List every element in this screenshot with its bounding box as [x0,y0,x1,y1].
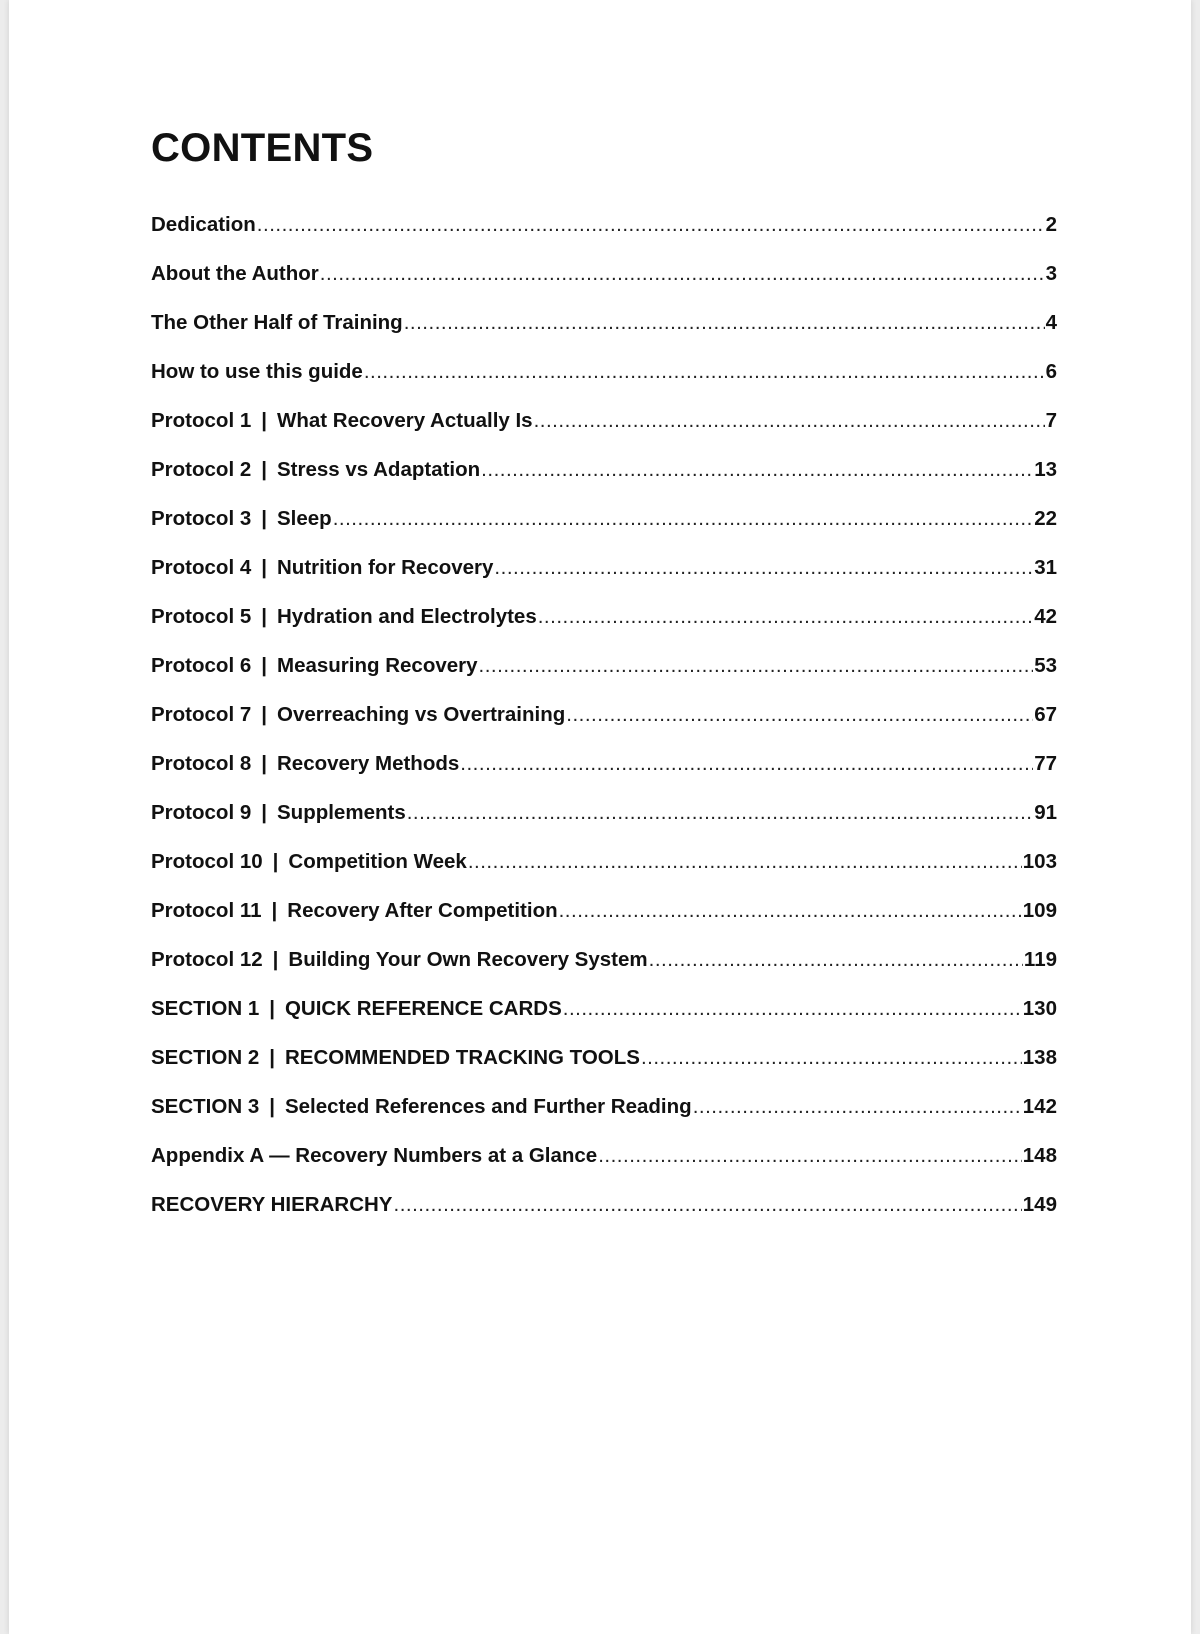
toc-entry-page-number: 109 [1022,899,1057,922]
toc-entry-prefix: Protocol 10 [151,850,263,873]
toc-entry-page-number: 91 [1034,801,1057,824]
toc-entry-page-number: 22 [1034,507,1057,530]
toc-entry-prefix: SECTION 3 [151,1095,260,1118]
toc-entry-title: Recovery After Competition [287,899,558,922]
toc-entry-title: RECOMMENDED TRACKING TOOLS [284,1046,640,1069]
toc-entry-title: QUICK REFERENCE CARDS [284,997,562,1020]
toc-entry-separator: | [269,1046,275,1069]
toc-entry-separator: | [261,801,267,824]
toc-entry-prefix: Protocol 8 [151,752,252,775]
toc-entry-title: Sleep [277,507,332,530]
toc-entry-page-number: 31 [1034,556,1057,579]
toc-dot-leader [407,801,1033,825]
toc-entry-label [151,899,558,923]
toc-entry-prefix: Protocol 12 [151,948,263,971]
toc-entry-page-number: 4 [1045,311,1057,334]
toc-entry[interactable] [151,1046,1057,1095]
toc-dot-leader [333,507,1033,531]
toc-entry-label [151,1144,597,1168]
toc-entry[interactable] [151,850,1057,899]
toc-entry-page-number: 13 [1034,458,1057,481]
toc-entry-prefix: Protocol 6 [151,654,252,677]
toc-entry-label [151,703,565,727]
toc-dot-leader [404,311,1045,335]
toc-entry-separator: | [272,948,279,971]
toc-entry-prefix: Protocol 11 [151,899,262,922]
toc-entry-title: Selected References and Further Reading [284,1095,692,1118]
toc-dot-leader [394,1193,1022,1217]
toc-entry[interactable] [151,1193,1057,1242]
toc-entry-label [151,850,467,874]
toc-entry[interactable] [151,801,1057,850]
toc-entry-title: Competition Week [288,850,467,873]
toc-dot-leader [257,213,1045,237]
toc-entry-label [151,213,256,237]
toc-entry-label [151,311,403,335]
toc-entry[interactable] [151,1144,1057,1193]
toc-entry-separator: | [261,458,267,481]
toc-dot-leader [364,360,1045,384]
toc-entry-prefix: Protocol 3 [151,507,252,530]
toc-dot-leader [559,899,1022,923]
toc-dot-leader [538,605,1033,629]
toc-entry[interactable] [151,997,1057,1046]
toc-entry-page-number: 142 [1022,1095,1057,1118]
toc-entry-label [151,948,648,972]
toc-entry-label [151,360,363,384]
toc-entry-title: The Other Half of Training [151,311,403,334]
toc-entry[interactable] [151,948,1057,997]
toc-entry-label [151,752,459,776]
toc-entry[interactable] [151,605,1057,654]
toc-dot-leader [649,948,1023,972]
toc-entry-page-number: 148 [1022,1144,1057,1167]
toc-entry-title: Supplements [277,801,406,824]
toc-entry-separator: | [271,899,278,922]
toc-entry-separator: | [261,409,267,432]
toc-entry-separator: | [269,997,275,1020]
toc-entry-title: Hydration and Electrolytes [277,605,537,628]
toc-entry-page-number: 67 [1034,703,1057,726]
toc-entry-title: About the Author [151,262,319,285]
toc-entry[interactable] [151,262,1057,311]
toc-entry-label [151,458,480,482]
toc-entry-title: Dedication [151,213,256,236]
toc-entry[interactable] [151,311,1057,360]
toc-entry[interactable] [151,752,1057,801]
toc-entry-label [151,1046,640,1070]
toc-entry-title: Nutrition for Recovery [277,556,494,579]
toc-entry-title: Measuring Recovery [277,654,478,677]
toc-entry-separator: | [261,752,267,775]
toc-entry-title: How to use this guide [151,360,363,383]
toc-entry-prefix: Protocol 4 [151,556,252,579]
toc-entry-separator: | [261,507,267,530]
toc-entry-title: Overreaching vs Overtraining [277,703,566,726]
toc-entry-page-number: 2 [1045,213,1057,236]
toc-entry-page-number: 3 [1045,262,1057,285]
toc-entry-label [151,1095,692,1119]
toc-entry-label [151,997,562,1021]
toc-entry-prefix: Protocol 9 [151,801,252,824]
toc-entry[interactable] [151,654,1057,703]
toc-dot-leader [566,703,1033,727]
toc-entry-label [151,556,493,580]
toc-entry-label [151,1193,393,1217]
toc-entry-title: What Recovery Actually Is [277,409,533,432]
toc-entry[interactable] [151,409,1057,458]
toc-entry-title: Appendix A — Recovery Numbers at a Glance [151,1144,598,1167]
toc-entry-page-number: 7 [1045,409,1057,432]
toc-entry[interactable] [151,556,1057,605]
toc-entry-page-number: 6 [1045,360,1057,383]
toc-entry-page-number: 53 [1034,654,1057,677]
toc-entry-label [151,262,319,286]
toc-entry-page-number: 77 [1034,752,1057,775]
toc-dot-leader [479,654,1034,678]
toc-dot-leader [563,997,1022,1021]
toc-dot-leader [468,850,1022,874]
toc-entry-label [151,654,478,678]
toc-entry-separator: | [261,556,267,579]
toc-entry[interactable] [151,507,1057,556]
toc-entry-page-number: 138 [1022,1046,1057,1069]
toc-dot-leader [494,556,1033,580]
toc-entry-title: Recovery Methods [277,752,460,775]
toc-entry-title: Building Your Own Recovery System [288,948,648,971]
toc-dot-leader [460,752,1033,776]
toc-entry[interactable] [151,1095,1057,1144]
toc-entry-label [151,605,537,629]
toc-entry-page-number: 103 [1022,850,1057,873]
toc-dot-leader [320,262,1045,286]
toc-dot-leader [481,458,1033,482]
toc-entry-separator: | [269,1095,275,1118]
toc-entry[interactable] [151,458,1057,507]
toc-entry-page-number: 42 [1034,605,1057,628]
toc-entry-page-number: 130 [1022,997,1057,1020]
toc-entry-prefix: SECTION 2 [151,1046,260,1069]
toc-entry-label [151,801,406,825]
toc-dot-leader [534,409,1045,433]
toc-entry-prefix: SECTION 1 [151,997,260,1020]
toc-dot-leader [693,1095,1022,1119]
toc-entry-separator: | [261,605,267,628]
toc-entry-separator: | [261,654,267,677]
table-of-contents [151,213,1057,1242]
toc-entry[interactable] [151,703,1057,752]
toc-entry-separator: | [261,703,267,726]
toc-entry-label [151,409,533,433]
toc-entry[interactable] [151,360,1057,409]
toc-entry-page-number: 119 [1023,948,1057,971]
toc-entry-label [151,507,332,531]
toc-entry-title: Stress vs Adaptation [277,458,481,481]
page-title: CONTENTS [151,126,374,170]
toc-entry-page-number: 149 [1022,1193,1057,1216]
toc-entry-title: RECOVERY HIERARCHY [151,1193,393,1216]
toc-entry[interactable] [151,899,1057,948]
toc-entry-prefix: Protocol 1 [151,409,252,432]
toc-entry-prefix: Protocol 7 [151,703,252,726]
toc-entry-prefix: Protocol 5 [151,605,252,628]
toc-dot-leader [598,1144,1022,1168]
toc-dot-leader [641,1046,1022,1070]
toc-entry-prefix: Protocol 2 [151,458,252,481]
toc-entry[interactable] [151,213,1057,262]
toc-entry-separator: | [272,850,279,873]
document-page [9,0,1191,1634]
